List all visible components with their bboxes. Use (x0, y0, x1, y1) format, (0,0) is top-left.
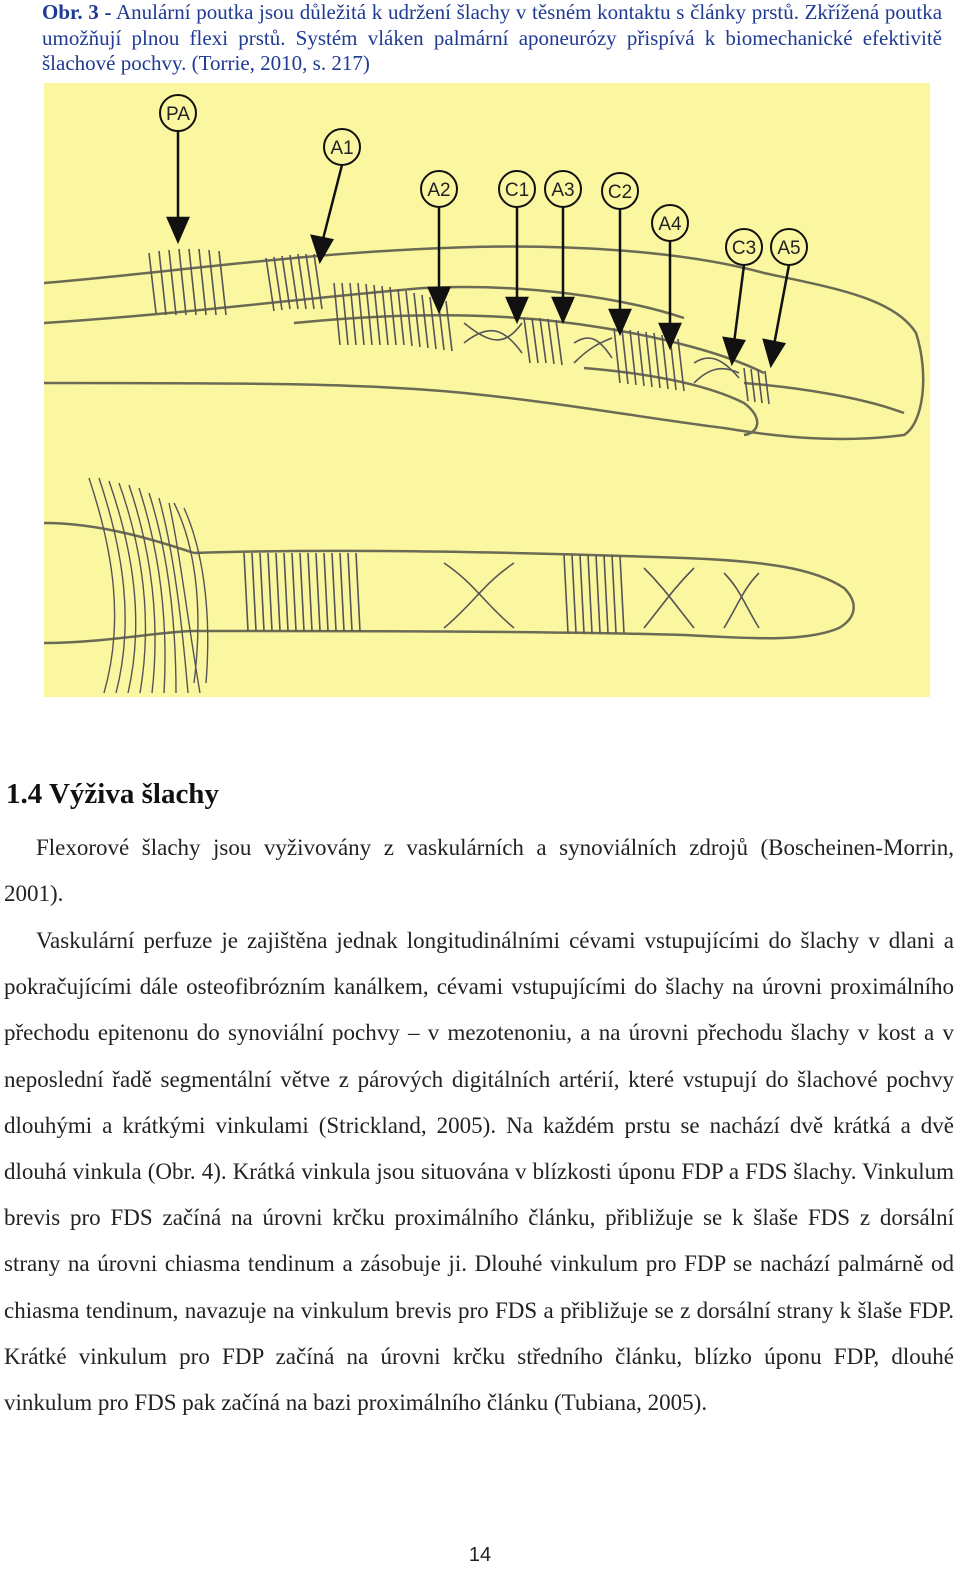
label-c1: C1 (504, 180, 530, 201)
finger-drawing (44, 83, 930, 697)
finger-pulley-illustration (44, 83, 930, 697)
paragraph-2: Vaskulární perfuze je zajištěna jednak longitudinálními cévami vstupujícími do šlachy v dlani a pokračujícími dále osteofibrózním kanálkem, cévami vstupujícími do šlachy na úrovni proximálního přechodu epitenonu do synoviální pochvy – v mezotenoniu, a na úrovni přechodu šlachy v kost a v neposlední řadě segmentální větve z párových digitálních artérií, které vstupují do šlachové pochvy dlouhými a krátkými vinkulami (Strickland, 2005). Na každém prstu se nachází dvě krátká a dvě dlouhá vinkula (Obr. 4). Krátká vinkula jsou situována v blízkosti úponu FDP a FDS šlachy. Vinkulum brevis pro FDS začíná na úrovni krčku proximálního článku, přibližuje se k šlaše FDS z dorsální strany na úrovni chiasma tendinum a zásobuje ji. Dlouhé vinkulum pro FDP se nachází palmárně od chiasma tendinum, navazuje na vinkulum brevis pro FDS a přibližuje se z dorsální strany k šlaše FDP. Krátké vinkulum pro FDP začíná na úrovni krčku středního článku, blízko úponu FDP, dlouhé vinkulum pro FDS pak začíná na bazi proximálního článku (Tubiana, 2005). (4, 928, 954, 1416)
pa-fibers (149, 249, 226, 315)
label-circles (160, 95, 807, 265)
a3-band (524, 318, 562, 365)
section-heading: 1.4 Výživa šlachy (6, 778, 219, 810)
figure-label: Obr. 3 - (42, 0, 112, 24)
palmar-a2-band (244, 553, 360, 631)
cruciate-crossings-lateral (464, 323, 739, 383)
label-c3: C3 (731, 238, 757, 259)
arrow-a5 (764, 340, 784, 365)
arrow-c3 (724, 338, 744, 363)
paragraph-1: Flexorové šlachy jsou vyživovány z vaskulárních a synoviálních zdrojů (Boscheinen-Morrin, 2001). (4, 835, 954, 907)
palmar-cruciate-crossings (444, 563, 759, 628)
arrow-a3 (553, 298, 573, 321)
label-a1: A1 (330, 138, 354, 159)
palmar-pulleys (244, 553, 759, 633)
label-pa: PA (166, 104, 190, 125)
label-c2: C2 (607, 182, 633, 203)
label-a5: A5 (777, 238, 801, 259)
label-a4: A4 (658, 214, 682, 235)
label-a3: A3 (551, 180, 575, 201)
label-texts (166, 104, 801, 259)
palmar-a4-band (564, 555, 624, 633)
lateral-finger-view (44, 247, 923, 439)
label-a2: A2 (427, 180, 451, 201)
figure-caption (42, 0, 942, 77)
page-number: 14 (468, 1544, 492, 1566)
arrow-pa (168, 218, 188, 241)
figure-caption-text: Anulární poutka jsou důležitá k udržení šlachy v těsném kontaktu s články prstů. Zkřížená poutka umožňují plnou flexi prstů. Systém vláken palmární aponeurózy přispívá k biomechanické efektivitě šlachové pochvy. (Torrie, 2010, s. 217) (42, 0, 943, 75)
palmar-aponeurosis-fibers (89, 478, 208, 693)
